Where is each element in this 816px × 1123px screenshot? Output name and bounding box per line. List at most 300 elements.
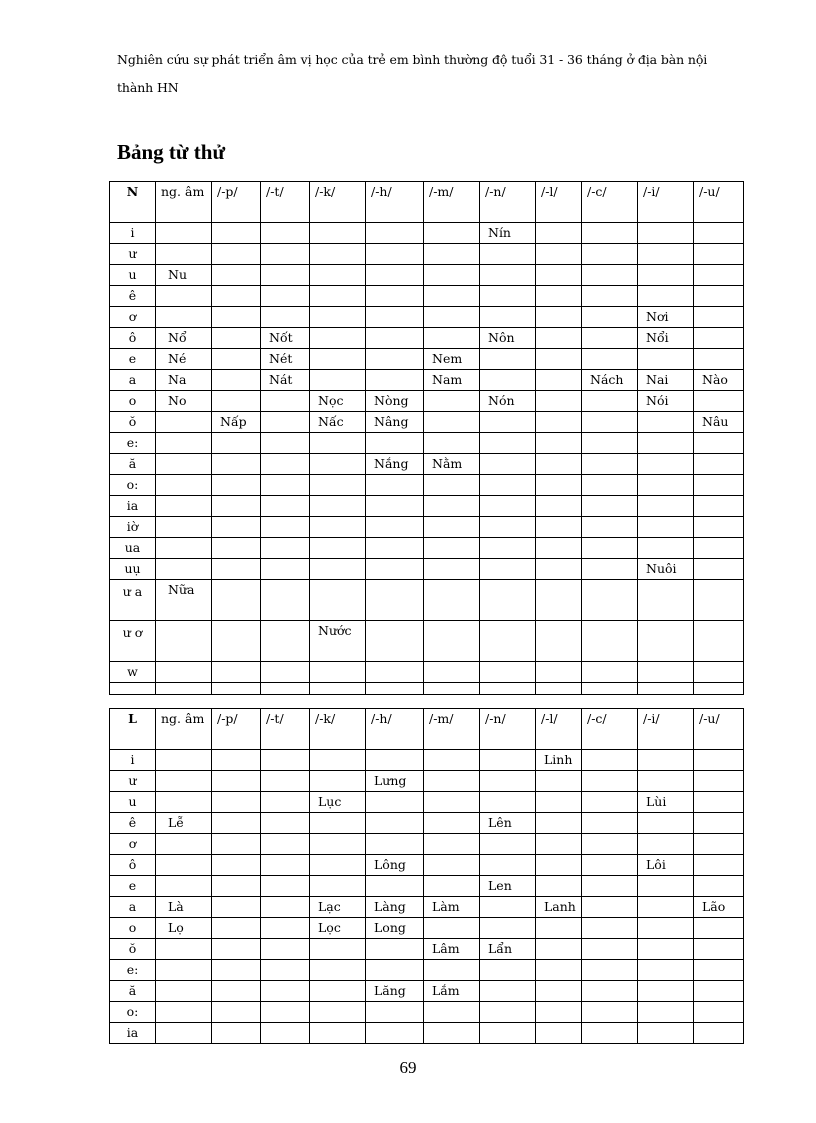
word-table-n	[109, 181, 744, 695]
table-cell	[424, 771, 480, 792]
table-cell	[212, 538, 261, 559]
row-label: w	[110, 662, 156, 683]
table-cell	[156, 538, 212, 559]
table-cell: Nâu	[694, 412, 744, 433]
table-cell	[156, 454, 212, 475]
table-cell	[638, 286, 694, 307]
table-cell	[694, 855, 744, 876]
table-row	[110, 223, 744, 244]
table-cell	[480, 683, 536, 695]
section-title: Bảng từ thử	[117, 140, 226, 164]
table-cell	[582, 496, 638, 517]
table-cell	[156, 876, 212, 897]
table-row	[110, 244, 744, 265]
table-cell	[582, 328, 638, 349]
table-cell	[261, 454, 310, 475]
table-cell	[638, 580, 694, 621]
table-cell: Long	[366, 918, 424, 939]
table-cell: Nổi	[638, 328, 694, 349]
table-cell	[261, 580, 310, 621]
table-cell	[212, 792, 261, 813]
row-label: ư ơ	[110, 621, 156, 662]
table-cell	[212, 307, 261, 328]
table-cell	[536, 771, 582, 792]
table-cell	[366, 370, 424, 391]
table-cell	[694, 496, 744, 517]
table-cell	[156, 981, 212, 1002]
table-cell	[694, 981, 744, 1002]
table-cell	[366, 286, 424, 307]
table-cell	[638, 834, 694, 855]
table-cell	[536, 433, 582, 454]
table-cell	[366, 834, 424, 855]
table-cell	[310, 349, 366, 370]
table-row	[110, 349, 744, 370]
table-cell	[480, 412, 536, 433]
table-cell	[261, 223, 310, 244]
table-row	[110, 328, 744, 349]
table-cell	[582, 683, 638, 695]
table-cell	[480, 286, 536, 307]
column-header: /-n/	[480, 709, 536, 750]
table-cell	[310, 813, 366, 834]
table-cell	[480, 496, 536, 517]
column-header: /-k/	[310, 709, 366, 750]
table-cell	[638, 433, 694, 454]
table-cell	[366, 813, 424, 834]
table-cell	[261, 475, 310, 496]
table-cell	[582, 391, 638, 412]
table-cell	[694, 265, 744, 286]
table-cell	[261, 662, 310, 683]
table-cell	[582, 662, 638, 683]
table-cell	[261, 307, 310, 328]
table-row	[110, 475, 744, 496]
table-cell: Lắm	[424, 981, 480, 1002]
row-label: o	[110, 918, 156, 939]
table-cell	[212, 918, 261, 939]
table-row	[110, 286, 744, 307]
table-cell	[156, 662, 212, 683]
table-cell: Nín	[480, 223, 536, 244]
table-cell: Nọc	[310, 391, 366, 412]
table-cell	[366, 662, 424, 683]
table-cell	[536, 981, 582, 1002]
table-cell	[424, 918, 480, 939]
table-cell	[638, 244, 694, 265]
row-label: o:	[110, 475, 156, 496]
table-cell	[424, 286, 480, 307]
table-cell	[261, 496, 310, 517]
table-cell	[480, 475, 536, 496]
table-cell	[310, 265, 366, 286]
table-cell: No	[156, 391, 212, 412]
page-number: 69	[399, 1058, 417, 1077]
table-cell	[212, 834, 261, 855]
row-label: uụ	[110, 559, 156, 580]
table-cell	[638, 517, 694, 538]
table-row	[110, 771, 744, 792]
table-cell	[310, 1002, 366, 1023]
table-cell	[582, 223, 638, 244]
table-cell	[638, 662, 694, 683]
table-cell	[310, 370, 366, 391]
table-cell	[212, 683, 261, 695]
table-cell	[366, 517, 424, 538]
table-cell: Nôn	[480, 328, 536, 349]
table-cell	[366, 792, 424, 813]
table-cell	[261, 244, 310, 265]
table-cell: Nem	[424, 349, 480, 370]
table-cell	[536, 370, 582, 391]
table-cell	[694, 876, 744, 897]
table-cell	[424, 433, 480, 454]
table-cell	[424, 855, 480, 876]
table-cell	[310, 662, 366, 683]
table-cell	[424, 391, 480, 412]
table-cell	[582, 580, 638, 621]
table-cell	[536, 454, 582, 475]
table-cell: Nói	[638, 391, 694, 412]
table-cell	[582, 1002, 638, 1023]
table-cell: Nơi	[638, 307, 694, 328]
row-label: ŏ	[110, 939, 156, 960]
table-cell	[582, 792, 638, 813]
table-cell	[310, 834, 366, 855]
table-cell	[212, 939, 261, 960]
table-cell	[536, 265, 582, 286]
table-cell	[261, 939, 310, 960]
table-cell	[212, 496, 261, 517]
column-header: /-p/	[212, 709, 261, 750]
table-cell	[310, 433, 366, 454]
table-cell	[261, 792, 310, 813]
table-cell	[694, 1002, 744, 1023]
table-header-row	[110, 182, 744, 223]
table-cell	[480, 433, 536, 454]
table-cell	[156, 412, 212, 433]
table-row	[110, 662, 744, 683]
table-cell	[582, 475, 638, 496]
table-cell	[582, 771, 638, 792]
table-cell	[261, 391, 310, 412]
column-header: /-i/	[638, 182, 694, 223]
row-label	[110, 683, 156, 695]
table-cell	[638, 1002, 694, 1023]
table-cell	[424, 412, 480, 433]
table-cell	[536, 223, 582, 244]
table-cell	[480, 834, 536, 855]
table-cell	[366, 683, 424, 695]
table-cell	[424, 621, 480, 662]
table-cell	[536, 580, 582, 621]
table-cell	[212, 286, 261, 307]
column-header: /-t/	[261, 182, 310, 223]
table-cell	[156, 1023, 212, 1044]
table-row	[110, 370, 744, 391]
table-cell	[212, 771, 261, 792]
table-cell	[582, 433, 638, 454]
column-header: /-u/	[694, 182, 744, 223]
table-cell	[694, 792, 744, 813]
table-cell	[638, 349, 694, 370]
table-cell	[366, 349, 424, 370]
column-header: /-k/	[310, 182, 366, 223]
table-cell	[638, 454, 694, 475]
column-header: /-m/	[424, 182, 480, 223]
table-cell	[261, 683, 310, 695]
table-cell	[582, 897, 638, 918]
table-cell	[424, 683, 480, 695]
table-cell	[310, 559, 366, 580]
table-cell	[694, 349, 744, 370]
column-header: /-h/	[366, 182, 424, 223]
table-row	[110, 496, 744, 517]
row-label: a	[110, 897, 156, 918]
table-cell	[366, 960, 424, 981]
table-row	[110, 1023, 744, 1044]
table-row	[110, 792, 744, 813]
row-label: o:	[110, 1002, 156, 1023]
table-cell	[694, 433, 744, 454]
table-row	[110, 834, 744, 855]
table-row	[110, 897, 744, 918]
table-cell	[424, 960, 480, 981]
table-cell	[261, 897, 310, 918]
table-cell	[480, 960, 536, 981]
table-cell	[310, 496, 366, 517]
table-cell	[310, 939, 366, 960]
table-cell	[638, 538, 694, 559]
table-cell: Nấp	[212, 412, 261, 433]
row-label: u	[110, 792, 156, 813]
table-cell	[261, 1023, 310, 1044]
table-cell	[480, 244, 536, 265]
row-label: i	[110, 750, 156, 771]
table-cell: Nâng	[366, 412, 424, 433]
table-cell	[424, 538, 480, 559]
table-cell	[536, 475, 582, 496]
table-cell	[212, 265, 261, 286]
table-cell	[536, 1002, 582, 1023]
table-cell	[694, 538, 744, 559]
table-cell	[582, 307, 638, 328]
table-cell	[536, 328, 582, 349]
table-cell: Nữa	[156, 580, 212, 621]
table-row	[110, 1002, 744, 1023]
row-label: i	[110, 223, 156, 244]
row-label: ă	[110, 981, 156, 1002]
table-row	[110, 412, 744, 433]
table-cell	[694, 244, 744, 265]
table-cell: Làng	[366, 897, 424, 918]
table-cell	[638, 981, 694, 1002]
table-cell	[694, 683, 744, 695]
table-cell	[212, 433, 261, 454]
table-cell	[212, 475, 261, 496]
table-cell	[212, 855, 261, 876]
table-cell	[310, 328, 366, 349]
table-cell	[424, 517, 480, 538]
column-header: /-t/	[261, 709, 310, 750]
column-header: /-c/	[582, 709, 638, 750]
table-cell	[310, 286, 366, 307]
table-row	[110, 750, 744, 771]
table-cell	[212, 349, 261, 370]
table-cell	[366, 307, 424, 328]
column-header: /-n/	[480, 182, 536, 223]
table-cell	[366, 559, 424, 580]
column-header: N	[110, 182, 156, 223]
row-label: e	[110, 876, 156, 897]
row-label: e	[110, 349, 156, 370]
table-cell	[480, 1002, 536, 1023]
table-cell	[156, 475, 212, 496]
table-row	[110, 918, 744, 939]
table-cell	[536, 792, 582, 813]
table-cell	[694, 771, 744, 792]
table-cell: Nắng	[366, 454, 424, 475]
table-cell	[582, 918, 638, 939]
table-cell	[480, 981, 536, 1002]
table-cell	[212, 391, 261, 412]
table-cell	[694, 960, 744, 981]
table-cell: Nón	[480, 391, 536, 412]
table-cell	[212, 517, 261, 538]
table-cell	[156, 834, 212, 855]
column-header: ng. âm	[156, 709, 212, 750]
table-cell	[261, 286, 310, 307]
table-row	[110, 391, 744, 412]
table-row	[110, 876, 744, 897]
table-cell	[310, 538, 366, 559]
table-cell	[480, 750, 536, 771]
table-cell: Lão	[694, 897, 744, 918]
table-cell	[156, 939, 212, 960]
table-cell	[480, 307, 536, 328]
table-cell	[310, 683, 366, 695]
table-cell	[366, 244, 424, 265]
table-row	[110, 855, 744, 876]
table-cell	[638, 621, 694, 662]
table-cell	[366, 538, 424, 559]
table-cell	[480, 580, 536, 621]
table-cell	[694, 939, 744, 960]
table-cell	[261, 559, 310, 580]
table-cell: Nai	[638, 370, 694, 391]
table-cell: Nuôi	[638, 559, 694, 580]
table-cell: Lễ	[156, 813, 212, 834]
column-header: /-c/	[582, 182, 638, 223]
table-cell	[582, 981, 638, 1002]
table-cell	[156, 792, 212, 813]
table-cell	[536, 286, 582, 307]
table-row	[110, 433, 744, 454]
table-cell	[366, 876, 424, 897]
table-row	[110, 265, 744, 286]
table-cell	[156, 244, 212, 265]
table-cell	[366, 621, 424, 662]
table-cell: Lên	[480, 813, 536, 834]
table-cell	[638, 918, 694, 939]
table-cell	[261, 876, 310, 897]
table-cell: Nu	[156, 265, 212, 286]
column-header: /-l/	[536, 182, 582, 223]
row-label: ư a	[110, 580, 156, 621]
table-cell	[694, 223, 744, 244]
table-cell	[156, 621, 212, 662]
table-cell	[424, 750, 480, 771]
table-cell	[212, 981, 261, 1002]
table-cell	[366, 496, 424, 517]
table-cell	[694, 307, 744, 328]
table-cell	[212, 813, 261, 834]
row-label: ê	[110, 813, 156, 834]
row-label: ô	[110, 328, 156, 349]
row-label: ua	[110, 538, 156, 559]
table-cell	[638, 750, 694, 771]
table-cell: Lâm	[424, 939, 480, 960]
table-cell	[480, 559, 536, 580]
table-cell	[694, 580, 744, 621]
row-label: a	[110, 370, 156, 391]
table-cell	[424, 307, 480, 328]
table-cell	[366, 433, 424, 454]
table-cell	[156, 496, 212, 517]
table-cell	[310, 771, 366, 792]
table-cell	[156, 855, 212, 876]
table-cell	[638, 939, 694, 960]
table-cell	[310, 307, 366, 328]
table-cell	[310, 244, 366, 265]
table-cell	[582, 876, 638, 897]
table-cell	[536, 813, 582, 834]
table-cell: Nổ	[156, 328, 212, 349]
table-cell	[480, 918, 536, 939]
table-cell	[366, 328, 424, 349]
table-cell	[212, 897, 261, 918]
table-cell	[156, 771, 212, 792]
table-cell	[694, 454, 744, 475]
row-label: iờ	[110, 517, 156, 538]
column-header: L	[110, 709, 156, 750]
row-label: o	[110, 391, 156, 412]
table-cell	[212, 370, 261, 391]
table-cell	[261, 960, 310, 981]
table-cell	[261, 538, 310, 559]
table-cell	[366, 1002, 424, 1023]
table-cell: Nét	[261, 349, 310, 370]
table-cell: Né	[156, 349, 212, 370]
table-row	[110, 580, 744, 621]
table-cell	[424, 813, 480, 834]
row-label: ia	[110, 496, 156, 517]
row-label: ơ	[110, 834, 156, 855]
table-cell	[694, 475, 744, 496]
table-cell	[156, 433, 212, 454]
table-cell	[582, 750, 638, 771]
table-cell	[261, 265, 310, 286]
table-cell	[638, 771, 694, 792]
table-cell	[638, 223, 694, 244]
table-cell: Nam	[424, 370, 480, 391]
table-cell: Len	[480, 876, 536, 897]
table-row	[110, 538, 744, 559]
table-cell	[536, 307, 582, 328]
column-header: ng. âm	[156, 182, 212, 223]
table-cell	[480, 517, 536, 538]
table-cell	[480, 1023, 536, 1044]
